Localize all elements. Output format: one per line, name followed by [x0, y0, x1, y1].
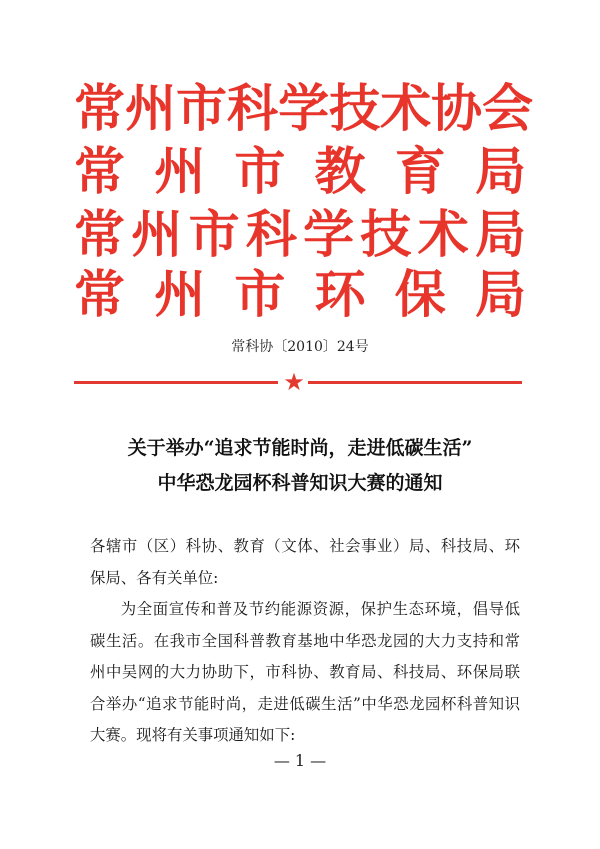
- issuer-character: 州: [125, 80, 177, 139]
- issuer-line-education-bureau: [74, 145, 526, 201]
- issuer-character: 育: [394, 143, 446, 202]
- issuer-character: 市: [176, 80, 228, 139]
- issuer-character: 市: [234, 266, 286, 325]
- star-icon: ★: [283, 368, 305, 396]
- issuer-character: 协: [431, 80, 483, 139]
- issuer-character: 市: [234, 143, 286, 202]
- issuer-character: 学: [278, 80, 330, 139]
- issuer-character: 常: [74, 266, 126, 325]
- issuer-character: 局: [474, 206, 526, 265]
- issuer-character: 州: [154, 266, 206, 325]
- issuer-character: 技: [329, 80, 381, 139]
- issuer-character: 科: [227, 80, 279, 139]
- issuer-character: 保: [394, 266, 446, 325]
- issuer-character: 州: [131, 206, 183, 265]
- issuer-line-environmental-bureau: [74, 268, 526, 324]
- issuer-character: 学: [303, 206, 355, 265]
- issuer-character: 局: [474, 266, 526, 325]
- issuer-character: 常: [74, 143, 126, 202]
- red-divider-left: [74, 381, 278, 384]
- issuer-character: 会: [482, 80, 534, 139]
- issuer-character: 教: [314, 143, 366, 202]
- issuer-character: 常: [74, 80, 126, 139]
- issuer-character: 术: [380, 80, 432, 139]
- salutation: 各辖市（区）科协、教育（文体、社会事业）局、科技局、环保局、各有关单位:: [90, 537, 520, 587]
- issuer-character: 常: [74, 206, 126, 265]
- issuer-character: 局: [474, 143, 526, 202]
- issuer-character: 术: [417, 206, 469, 265]
- notice-title-line-1: 关于举办“追求节能时尚，走进低碳生活”: [127, 437, 473, 459]
- issuer-character: 州: [154, 143, 206, 202]
- issuer-line-science-association: [74, 80, 534, 139]
- page-number: — 1 —: [273, 751, 327, 770]
- issuer-character: 技: [360, 206, 412, 265]
- document-number: 常科协〔2010〕24号: [231, 339, 369, 355]
- issuer-character: 环: [314, 266, 366, 325]
- issuer-character: 市: [188, 206, 240, 265]
- issuer-character: 科: [245, 206, 297, 265]
- body-paragraph: 为全面宣传和普及节约能源资源，保护生态环境，倡导低碳生活。在我市全国科普教育基地中华恐龙园的大力支持和常州中吴网的大力协助下，市科协、教育局、科技局、环保局联合举办“追求节能时尚，走进低碳生活”中华恐龙园杯科普知识大赛。现将有关事项通知如下:: [90, 600, 520, 744]
- issuer-line-science-technology-bureau: [74, 208, 526, 264]
- red-divider-right: [308, 381, 522, 384]
- notice-title-line-2: 中华恐龙园杯科普知识大赛的通知: [157, 472, 443, 494]
